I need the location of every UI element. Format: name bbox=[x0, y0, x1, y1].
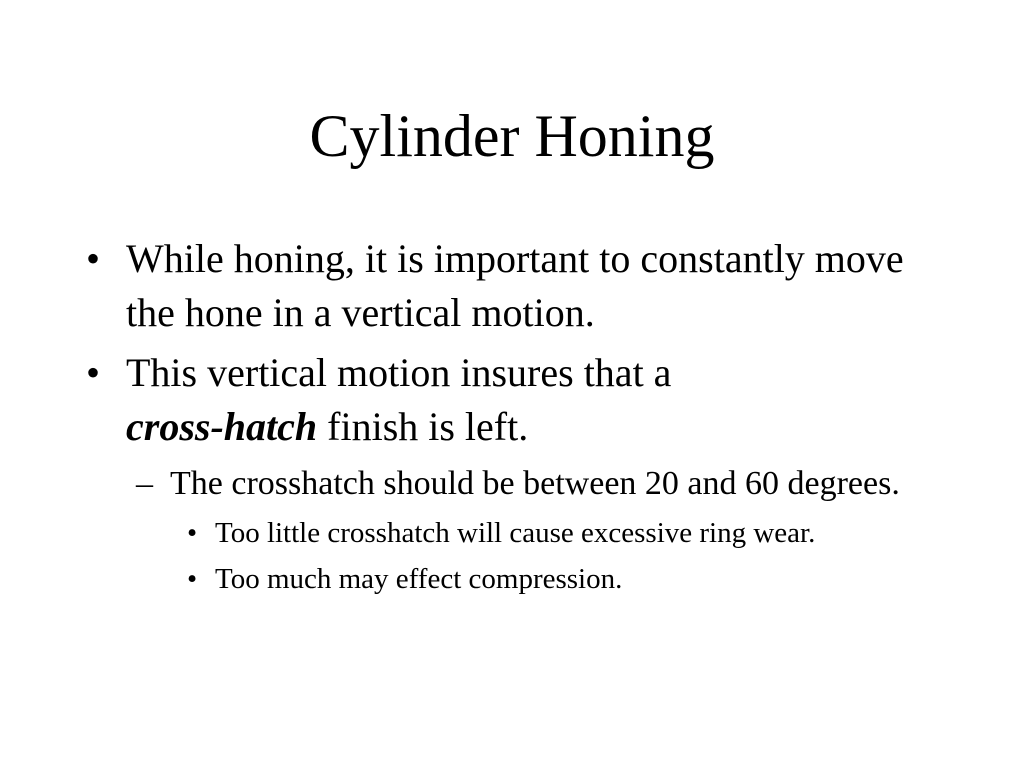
bullet-marker: • bbox=[86, 236, 101, 281]
bullet-text: While honing, it is important to constantly move the hone in a vertical motion. bbox=[126, 236, 904, 335]
sub-point bbox=[0, 460, 930, 507]
sub-sub-point-text: Too much may effect compression. bbox=[215, 563, 623, 595]
sub-sub-point bbox=[0, 513, 975, 553]
sub-point-text: The crosshatch should be between 20 and 60 degrees. bbox=[170, 465, 900, 502]
sub-sub-point-text: Too little crosshatch will cause excessive ring wear. bbox=[215, 517, 816, 549]
bullet-text: This vertical motion insures that a bbox=[126, 350, 672, 395]
emphasized-term: cross-hatch bbox=[126, 404, 318, 449]
bullet-point bbox=[0, 232, 926, 340]
bullet-marker: • bbox=[187, 563, 198, 595]
bullet-marker: • bbox=[187, 517, 198, 549]
bullet-marker: • bbox=[86, 350, 101, 395]
bullet-text: finish is left. bbox=[327, 404, 529, 449]
slide-body bbox=[0, 232, 1024, 599]
slide-title: Cylinder Honing bbox=[309, 103, 715, 169]
dash-marker: – bbox=[136, 465, 153, 502]
bullet-point bbox=[0, 346, 926, 454]
sub-sub-point bbox=[0, 559, 975, 599]
